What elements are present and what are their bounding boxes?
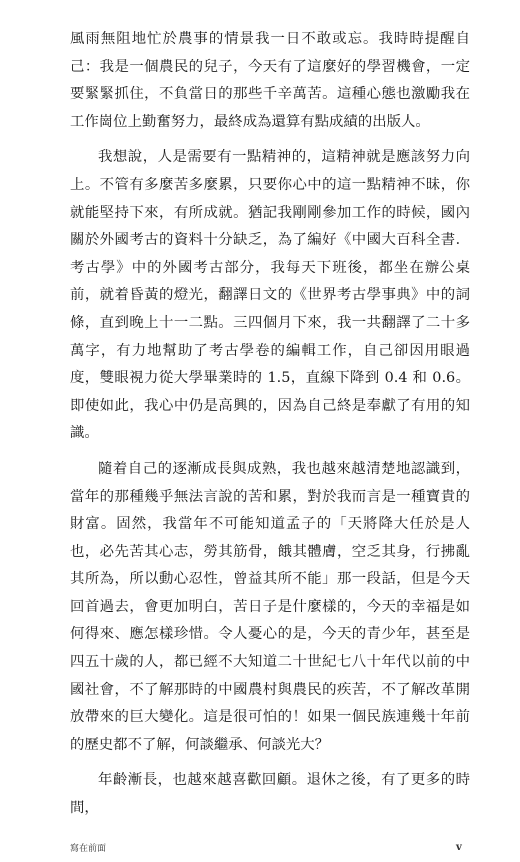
body-text	[70, 26, 470, 823]
running-footer-title: 寫在前面	[70, 844, 107, 854]
paragraph-1: 風雨無阻地忙於農事的情景我一日不敢或忘。我時時提醒自己：我是一個農民的兒子，今天有了這麼好的學習機會，一定要緊緊抓住，不負當日的那些千辛萬苦。這種心態也激勵我在工作崗位上勤奮努力，最終成為還算有點成績的出版人。	[70, 31, 470, 130]
page-number: v	[456, 842, 462, 853]
paragraph-2: 我想說，人是需要有一點精神的，這精神就是應該努力向上。不管有多麼苦多麼累，只要你心中的這一點精神不昧，你就能堅持下來，有所成就。猶記我剛剛參加工作的時候，國內關於外國考古的資料十分缺乏，為了編好《中國大百科全書．考古學》中的外國考古部分，我每天下班後，都坐在辦公桌前，就着昏黃的燈光，翻譯日文的《世界考古學事典》中的詞條，直到晚上十一二點。三四個月下來，我一共翻譯了二十多萬字，有力地幫助了考古學卷的編輯工作，自己卻因用眼過度，雙眼視力從大學畢業時的 1.5，直線下降到 0.4 和 0.6。即使如此，我心中仍是高興的，因為自己終是奉獻了有用的知識。	[70, 149, 470, 442]
paragraph-3: 隨着自己的逐漸成長與成熟，我也越來越清楚地認識到，當年的那種幾乎無法言說的苦和累，對於我而言是一種寶貴的財富。固然，我當年不可能知道孟子的「天將降大任於是人也，必先苦其心志，勞其筋骨，餓其體膚，空乏其身，行拂亂其所為，所以動心忍性，曾益其所不能」那一段話，但是今天回首過去，會更加明白，苦日子是什麼樣的，今天的幸福是如何得來、應怎樣珍惜。令人憂心的是，今天的青少年，甚至是四五十歲的人，都已經不大知道二十世紀七八十年代以前的中國社會，不了解那時的中國農村與農民的疾苦，不了解改革開放帶來的巨大變化。這是很可怕的！如果一個民族連幾十年前的歷史都不了解，何談繼承、何談光大？	[70, 460, 470, 753]
paragraph-4: 年齡漸長，也越來越喜歡回顧。退休之後，有了更多的時間，	[70, 772, 470, 817]
